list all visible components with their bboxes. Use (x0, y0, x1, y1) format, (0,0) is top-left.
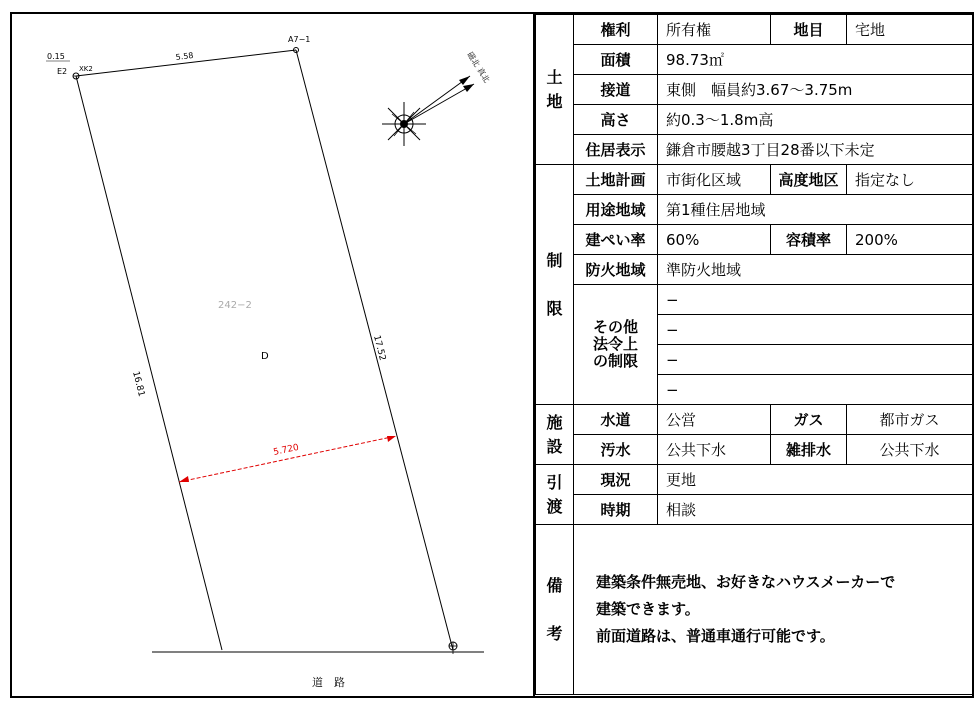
gas-label: ガス (771, 405, 847, 435)
sewage-label: 汚水 (574, 435, 658, 465)
water-label: 水道 (574, 405, 658, 435)
height-district-value: 指定なし (847, 165, 973, 195)
gas-value: 都市ガス (847, 405, 973, 435)
top-edge-dimension: 5.58 (175, 50, 194, 62)
row-address (536, 135, 973, 165)
address-value: 鎌倉市腰越3丁目28番以下未定 (658, 135, 973, 165)
other-restriction-value: − (658, 375, 973, 405)
offset-label: 0.15 (47, 52, 65, 61)
width-dimension-line (179, 436, 396, 482)
category-facilities: 施 設 (536, 405, 574, 465)
left-edge-dimension: 16.81 (130, 370, 147, 398)
drain-value: 公共下水 (847, 435, 973, 465)
fire-value: 準防火地域 (658, 255, 973, 285)
area-label: 面積 (574, 45, 658, 75)
lot-letter: D (261, 351, 269, 362)
row-sewage (536, 435, 973, 465)
chimoku-value: 宅地 (847, 15, 973, 45)
other-restriction-value: − (658, 285, 973, 315)
category-handover: 引 渡 (536, 465, 574, 525)
remarks-text (574, 525, 973, 695)
road-label: 道 路 (312, 676, 345, 689)
road-access-value: 東側 幅員約3.67〜3.75m (658, 75, 973, 105)
category-remarks: 備 考 (536, 525, 574, 695)
road-access-label: 接道 (574, 75, 658, 105)
corner-label-xk2: XK2 (79, 65, 93, 73)
remarks-line: 前面道路は、普通車通行可能です。 (596, 627, 835, 645)
row-water (536, 405, 973, 435)
width-dimension-arrow-left (179, 476, 189, 482)
row-zoning (536, 195, 973, 225)
row-land-plan (536, 165, 973, 195)
row-rights (536, 15, 973, 45)
bcr-label: 建ぺい率 (574, 225, 658, 255)
area-value: 98.73㎡ (658, 45, 973, 75)
chimoku-label: 地目 (771, 15, 847, 45)
timing-label: 時期 (574, 495, 658, 525)
lot-plan-drawing (12, 14, 535, 696)
right-edge-dimension: 17.52 (371, 334, 388, 362)
lot-left-edge (76, 76, 222, 650)
address-label: 住居表示 (574, 135, 658, 165)
corner-label-a7: A7−1 (288, 35, 311, 44)
timing-value: 相談 (658, 495, 973, 525)
north-arrow-label: 磁北 真北 (465, 50, 492, 85)
far-value: 200% (847, 225, 973, 255)
row-timing (536, 495, 973, 525)
status-label: 現況 (574, 465, 658, 495)
category-land: 土 地 (536, 15, 574, 165)
status-value: 更地 (658, 465, 973, 495)
row-coverage (536, 225, 973, 255)
other-restrictions-label: その他法令上の制限 (574, 285, 658, 405)
height-district-label: 高度地区 (771, 165, 847, 195)
land-plan-label: 土地計画 (574, 165, 658, 195)
spec-table (535, 14, 973, 695)
corner-label-e2: E2 (57, 67, 68, 76)
row-status (536, 465, 973, 495)
row-other-1 (536, 285, 973, 315)
category-restrictions: 制 限 (536, 165, 574, 405)
other-restriction-value: − (658, 315, 973, 345)
zoning-label: 用途地域 (574, 195, 658, 225)
row-road (536, 75, 973, 105)
lot-plan (12, 14, 535, 696)
property-sheet (10, 12, 974, 698)
other-restriction-value: − (658, 345, 973, 375)
water-value: 公営 (658, 405, 771, 435)
bcr-value: 60% (658, 225, 771, 255)
width-dimension-label: 5.720 (272, 442, 300, 458)
height-value: 約0.3〜1.8m高 (658, 105, 973, 135)
land-plan-value: 市街化区域 (658, 165, 771, 195)
far-label: 容積率 (771, 225, 847, 255)
row-fire (536, 255, 973, 285)
height-label: 高さ (574, 105, 658, 135)
rights-value: 所有権 (658, 15, 771, 45)
fire-label: 防火地域 (574, 255, 658, 285)
remarks-line: 建築条件無売地、お好きなハウスメーカーで (596, 573, 896, 591)
drain-label: 雑排水 (771, 435, 847, 465)
width-dimension-arrow-right (387, 436, 396, 442)
sewage-value: 公共下水 (658, 435, 771, 465)
property-info (535, 14, 972, 696)
row-remarks (536, 525, 973, 695)
zoning-value: 第1種住居地域 (658, 195, 973, 225)
rights-label: 権利 (574, 15, 658, 45)
row-height (536, 105, 973, 135)
row-area (536, 45, 973, 75)
remarks-line: 建築できます。 (596, 600, 700, 618)
lot-number: 242−2 (218, 300, 252, 311)
north-arrow-icon (382, 76, 474, 146)
